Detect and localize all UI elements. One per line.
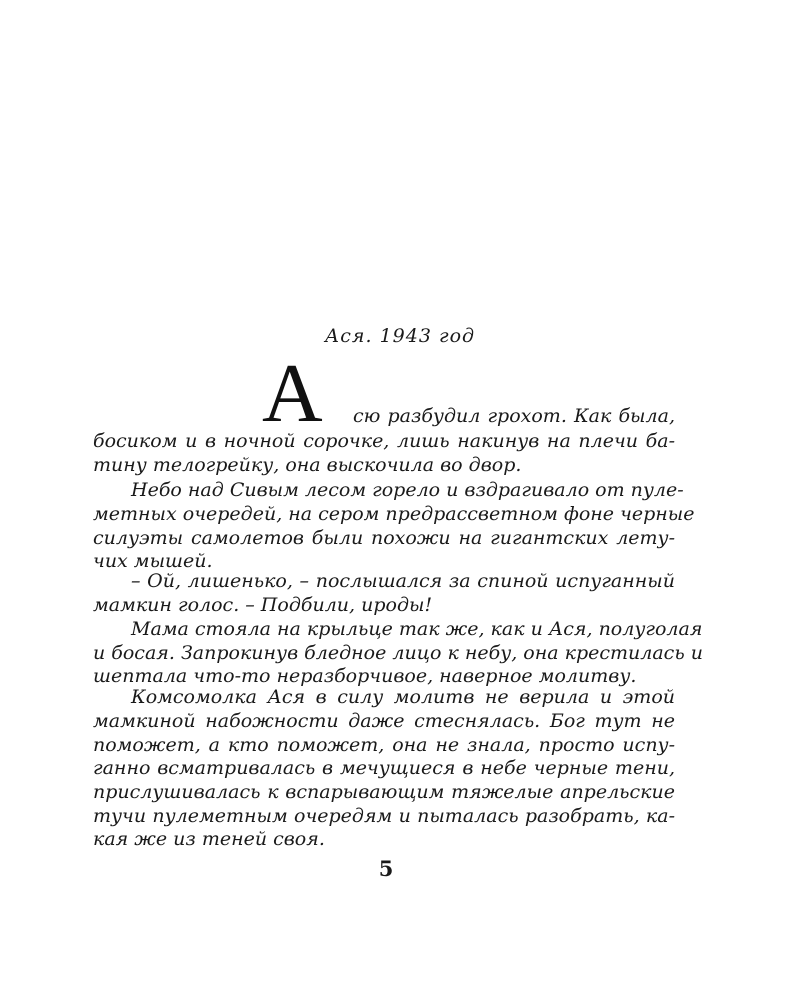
text-line: шептала что-то неразборчивое, наверное молитву. [93, 665, 637, 687]
text-line: босиком и в ночной сорочке, лишь накинув на плечи ба- [93, 430, 675, 452]
text-line: кая же из теней своя. [93, 828, 325, 850]
drop-cap: А [262, 347, 323, 440]
text-line: и босая. Запрокинув бледное лицо к небу, она крестилась и [93, 642, 703, 664]
page-number: 5 [378, 856, 394, 881]
text-line: Комсомолка Ася в силу молитв не верила и этой [131, 686, 675, 708]
text-line: – Ой, лишенько, – послышался за спиной испуганный [131, 570, 675, 592]
text-line: ганно всматривалась в мечущиеся в небе черные тени, [93, 757, 675, 779]
text-line: мамкин голос. – Подбили, ироды! [93, 594, 433, 616]
text-line: сю разбудил грохот. Как была, [353, 405, 675, 427]
text-line: метных очередей, на сером предрассветном фоне черные [93, 503, 695, 525]
text-line: прислушивалась к вспарывающим тяжелые апрельские [93, 781, 675, 803]
text-line: силуэты самолетов были похожи на гигантских лету- [93, 527, 675, 549]
text-line: чих мышей. [93, 550, 213, 572]
text-line: тучи пулеметным очередям и пыталась разобрать, ка- [93, 805, 675, 827]
chapter-title: Ася. 1943 год [324, 325, 476, 347]
text-line: Небо над Сивым лесом горело и вздрагивало от пуле- [131, 479, 684, 501]
text-line: поможет, а кто поможет, она не знала, просто испу- [93, 734, 675, 756]
text-line: тину телогрейку, она выскочила во двор. [93, 454, 522, 476]
text-line: Мама стояла на крыльце так же, как и Ася, полуголая [131, 618, 703, 640]
text-line: мамкиной набожности даже стеснялась. Бог тут не [93, 710, 675, 732]
